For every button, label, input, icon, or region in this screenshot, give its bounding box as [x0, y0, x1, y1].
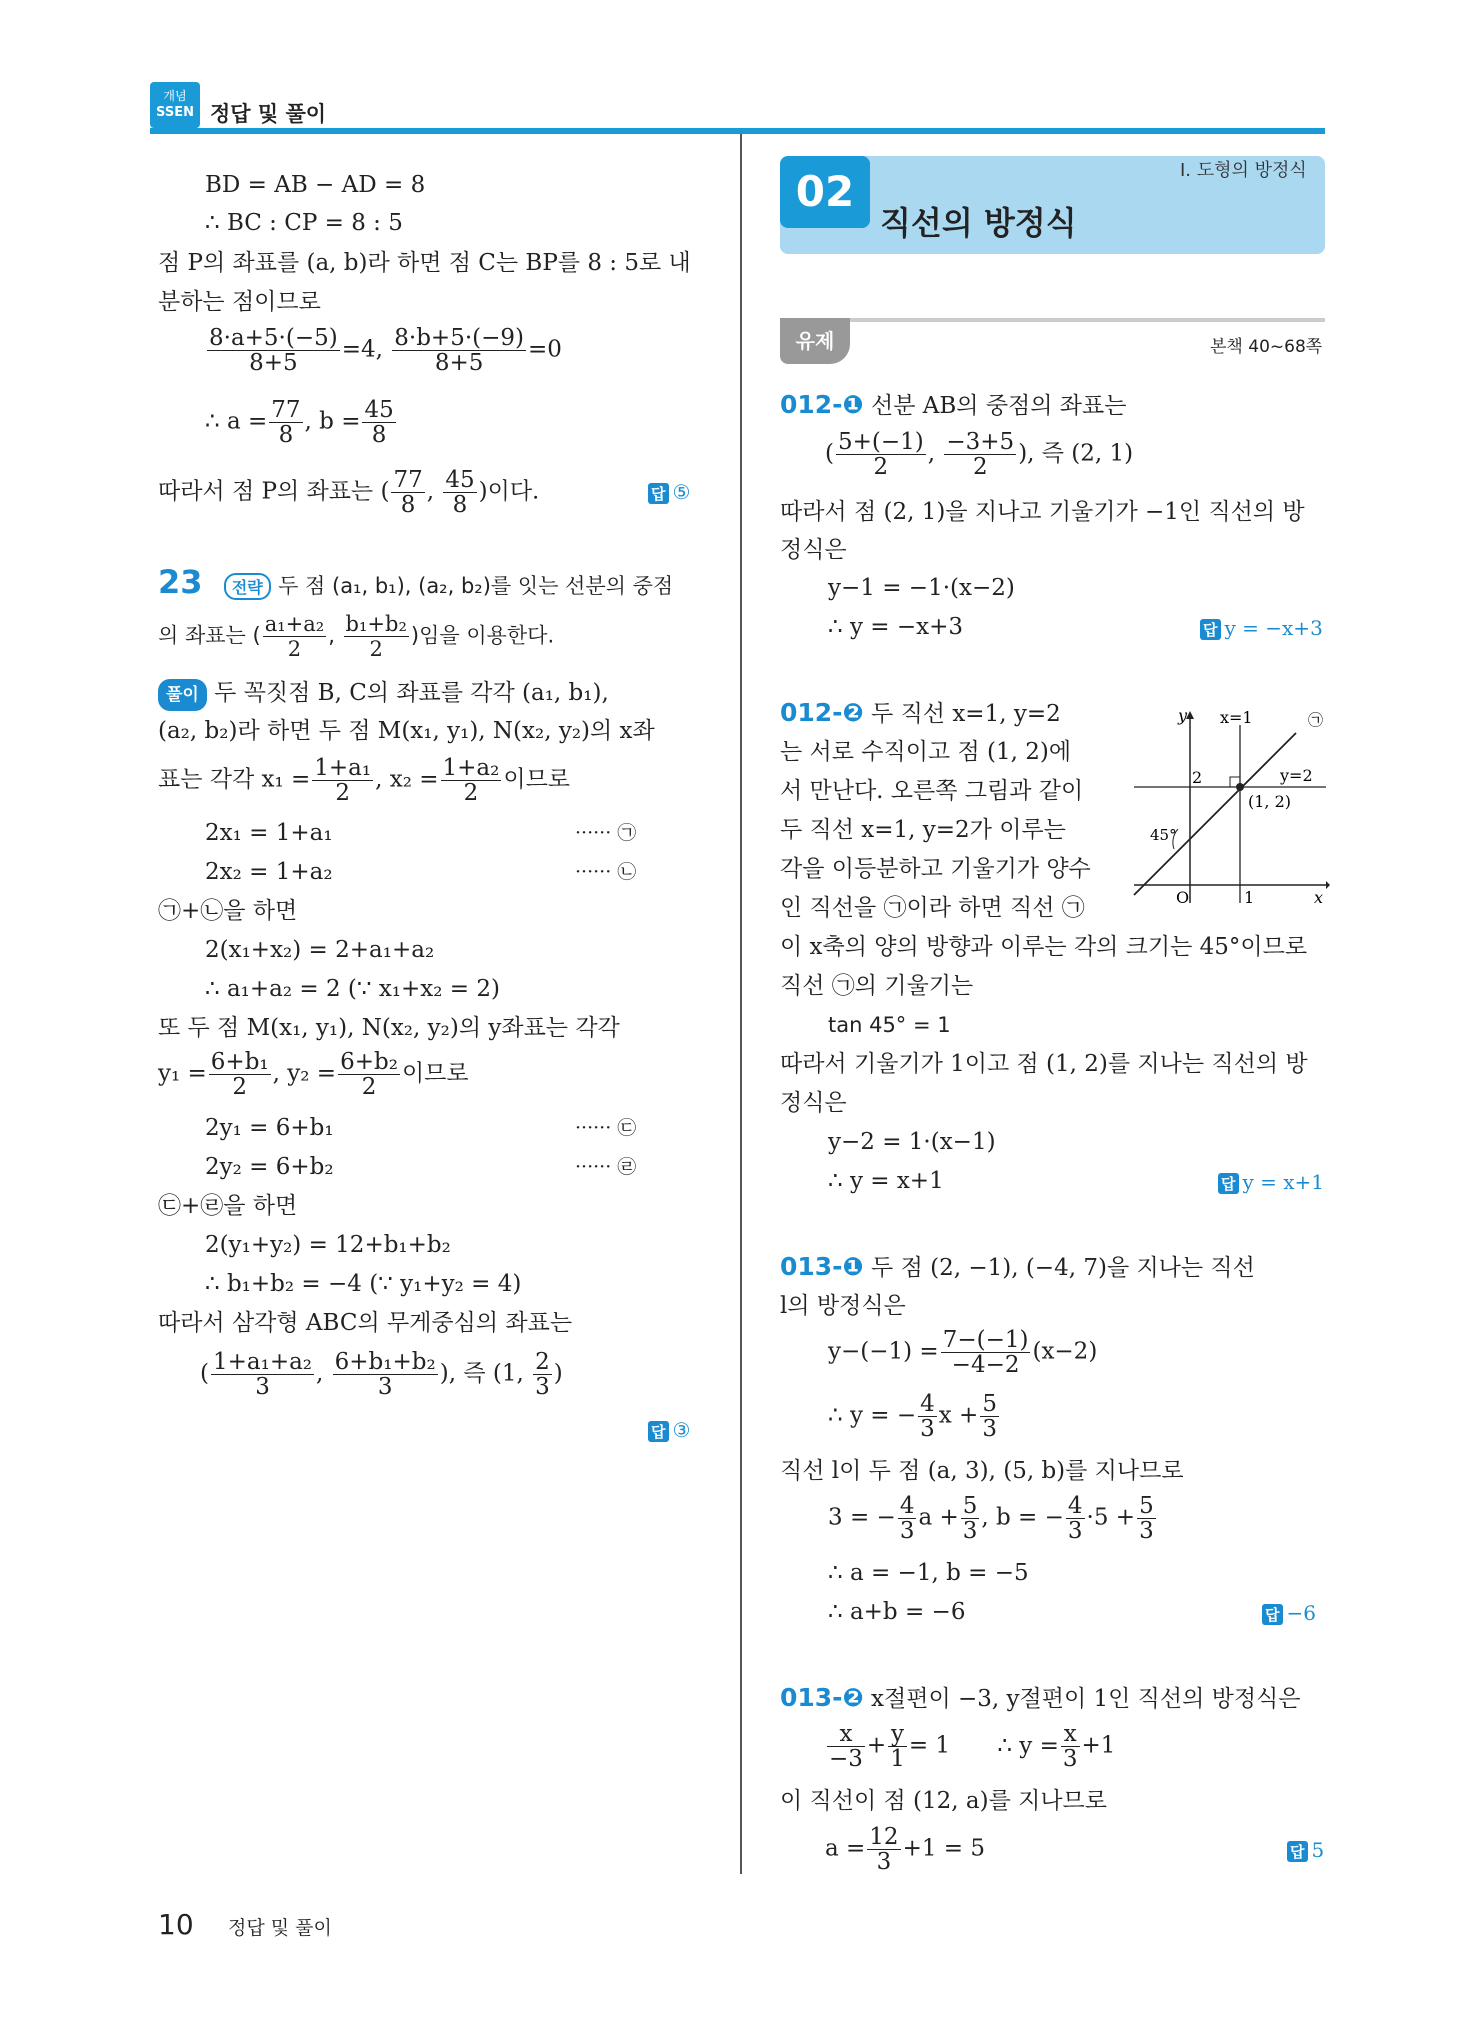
chapter-number: 02	[780, 156, 870, 228]
solution-line-9: ㉢+㉣을 하면	[158, 1193, 298, 1219]
eq-1: 2x₁ = 1+a₁	[205, 820, 333, 846]
line-x-label: x=1	[1220, 708, 1253, 727]
q013-2-answer: 답 5	[1287, 1838, 1324, 1862]
q013-1-line-5: 직선 l이 두 점 (a, 3), (5, b)를 지나므로	[780, 1458, 1184, 1484]
coordinate-graph	[1130, 705, 1330, 905]
section-label: 유제	[780, 318, 850, 364]
q012-2-line-3: 서 만난다. 오른쪽 그림과 같이	[780, 778, 1084, 804]
left-line-4: 분하는 점이므로	[158, 289, 321, 315]
q012-2-line-7: 이 x축의 양의 방향과 이루는 각의 크기는 45°이므로	[780, 934, 1308, 960]
eq-4: 2y₂ = 6+b₂	[205, 1154, 334, 1180]
q012-2-line-11: 정식은	[780, 1090, 847, 1116]
solution-badge: 풀이	[158, 679, 207, 711]
solution-line-4: ㉠+㉡을 하면	[158, 898, 298, 924]
footer-label: 정답 및 풀이	[228, 1917, 332, 1939]
eq-4-tag: ······ ㉣	[575, 1156, 637, 1178]
q013-1-line-3: y−(−1) = $\frac{7-(-1)}{-4-2}$ (x−2)	[828, 1327, 1098, 1378]
intersection-point	[1236, 783, 1244, 791]
column-divider	[740, 134, 742, 1874]
problem-23-strategy: 의 좌표는 ( $\frac{\text{a₁+a₂}}{2}$ , $\frac{\text{b₁+b₂}}{2}$ )임을 이용한다.	[158, 612, 555, 661]
q012-1-line-1: 012-❶ 선분 AB의 중점의 좌표는	[780, 390, 1127, 419]
q013-1-line-2: l의 방정식은	[780, 1293, 906, 1319]
solution-line-5: 2(x₁+x₂) = 2+a₁+a₂	[205, 937, 435, 963]
q013-1-answer: 답 −6	[1262, 1601, 1316, 1625]
left-line-3: 점 P의 좌표를 (a, b)라 하면 점 C는 BP를 8 : 5로 내	[158, 250, 691, 276]
q012-2-line-9: tan 45° = 1	[828, 1013, 951, 1037]
q013-1-line-4: ∴ y = − $\frac{4}{3}$ x + $\frac{5}{3}$	[828, 1391, 997, 1442]
eq-3-tag: ······ ㉢	[575, 1117, 637, 1139]
eq-1-tag: ······ ㉠	[575, 822, 637, 844]
tick-y-label: 2	[1192, 768, 1203, 787]
q012-2-answer: 답 y = x+1	[1218, 1170, 1324, 1194]
point-label: (1, 2)	[1248, 792, 1292, 811]
centroid-result: ( $\frac{\text{1+a₁+a₂}}{3}$ , $\frac{\text{6+b₁+b₂}}{3}$ ), 즉 (1, $\frac{2}{3}$ )	[200, 1349, 563, 1400]
eq-2: 2x₂ = 1+a₂	[205, 859, 333, 885]
solution-line-6: ∴ a₁+a₂ = 2 (∵ x₁+x₂ = 2)	[205, 976, 500, 1002]
solution-line-8: y₁ = $\frac{\text{6+b₁}}{2}$ , y₂ = $\frac{\text{6+b₂}}{2}$ 이므로	[158, 1049, 469, 1100]
left-eq-ab: ∴ a = $\frac{77}{8}$ , b = $\frac{45}{8}$	[205, 397, 394, 448]
section-reference: 본책 40~68쪽	[1210, 337, 1323, 357]
brand-logo: 개념 SSEN	[150, 82, 200, 128]
answer-2: 답 ③	[648, 1418, 690, 1442]
q012-2-line-5: 각을 이등분하고 기울기가 양수	[780, 856, 1091, 882]
solution-line-3: 표는 각각 x₁ = $\frac{\text{1+a₁}}{2}$ , x₂ = $\frac{\text{1+a₂}}{2}$ 이므로	[158, 755, 571, 806]
q012-2-line-1: 012-❷ 두 직선 x=1, y=2	[780, 698, 1061, 727]
left-conclusion: 따라서 점 P의 좌표는 ( $\frac{77}{8}$ , $\frac{45}{8}$ )이다.	[158, 467, 540, 518]
y-axis-label: y	[1178, 706, 1188, 725]
q013-2-line-4: a = $\frac{12}{3}$ +1 = 5	[825, 1824, 986, 1875]
q012-2-line-6: 인 직선을 ㉠이라 하면 직선 ㉠	[780, 895, 1085, 921]
solution-line-2: (a₂, b₂)라 하면 두 점 M(x₁, y₁), N(x₂, y₂)의 x좌	[158, 718, 655, 744]
chapter-subtitle: I. 도형의 방정식	[1180, 160, 1307, 181]
y-axis-arrow	[1186, 711, 1194, 719]
solution-line-11: ∴ b₁+b₂ = −4 (∵ y₁+y₂ = 4)	[205, 1271, 522, 1297]
strategy-badge: 전략	[224, 573, 271, 600]
circled-label: ㉠	[1308, 711, 1324, 729]
q012-2-line-2: 는 서로 수직이고 점 (1, 2)에	[780, 739, 1072, 765]
left-eq-ratio: $\frac{8\cdot a+5\cdot(-5)}{8+5}$ =4, $\frac{8\cdot b+5\cdot(-9)}{8+5}$ =0	[209, 325, 562, 376]
q012-1-line-3: 따라서 점 (2, 1)을 지나고 기울기가 −1인 직선의 방	[780, 499, 1305, 525]
angle-label: 45°	[1150, 826, 1177, 844]
q012-2-line-13: ∴ y = x+1	[828, 1168, 944, 1194]
left-line-2: ∴ BC : CP = 8 : 5	[205, 210, 403, 236]
chapter-title: 직선의 방정식	[880, 204, 1077, 242]
q012-2-line-10: 따라서 기울기가 1이고 점 (1, 2)를 지나는 직선의 방	[780, 1051, 1308, 1077]
x-axis-arrow	[1326, 881, 1330, 889]
q012-2-line-12: y−2 = 1·(x−1)	[828, 1129, 996, 1155]
q013-2-equation: $\frac{x}{-3}$ + $\frac{y}{1}$ = 1 ∴ y = $\frac{x}{3}$ +1	[829, 1721, 1116, 1772]
q013-1-line-8: ∴ a+b = −6	[828, 1599, 966, 1625]
origin-label: O	[1176, 888, 1190, 905]
page-number: 10	[158, 1908, 194, 1941]
q012-1-midpoint: ( $\frac{5+(-1)}{2}$ , $\frac{-3+5}{2}$ ), 즉 (2, 1)	[825, 429, 1134, 480]
q012-1-answer: 답 y = −x+3	[1200, 616, 1323, 640]
q012-1-line-6: ∴ y = −x+3	[828, 614, 963, 640]
bisector-line	[1134, 733, 1296, 895]
line-y-label: y=2	[1280, 766, 1313, 785]
q012-2-line-8: 직선 ㉠의 기울기는	[780, 973, 974, 999]
q013-1-line-7: ∴ a = −1, b = −5	[828, 1560, 1029, 1586]
solution-line-1: 풀이 두 꼭짓점 B, C의 좌표를 각각 (a₁, b₁),	[158, 678, 609, 711]
q013-2-line-3: 이 직선이 점 (12, a)를 지나므로	[780, 1788, 1107, 1814]
q012-1-line-4: 정식은	[780, 537, 847, 563]
solution-line-12: 따라서 삼각형 ABC의 무게중심의 좌표는	[158, 1310, 573, 1336]
tick-x-label: 1	[1244, 888, 1255, 905]
section-bar	[780, 318, 1325, 322]
q012-1-line-5: y−1 = −1·(x−2)	[828, 575, 1015, 601]
left-line-1: BD = AB − AD = 8	[205, 172, 426, 198]
header-title: 정답 및 풀이	[210, 102, 327, 126]
eq-2-tag: ······ ㉡	[575, 861, 637, 883]
q012-2-line-4: 두 직선 x=1, y=2가 이루는	[780, 817, 1066, 843]
x-axis-label: x	[1314, 888, 1324, 905]
header-rule	[150, 128, 1325, 134]
q013-1-line-1: 013-❶ 두 점 (2, −1), (−4, 7)을 지나는 직선	[780, 1252, 1255, 1281]
q013-2-line-1: 013-❷ x절편이 −3, y절편이 1인 직선의 방정식은	[780, 1683, 1301, 1712]
q013-1-line-6: 3 = − $\frac{4}{3}$ a + $\frac{5}{3}$ , b = − $\frac{4}{3}$ ·5 + $\frac{5}{3}$	[828, 1493, 1154, 1544]
eq-3: 2y₁ = 6+b₁	[205, 1115, 334, 1141]
solution-line-10: 2(y₁+y₂) = 12+b₁+b₂	[205, 1232, 451, 1258]
solution-line-7: 또 두 점 M(x₁, y₁), N(x₂, y₂)의 y좌표는 각각	[158, 1015, 620, 1041]
problem-23-header: 23 전략 두 점 (a₁, b₁), (a₂, b₂)를 잇는 선분의 중점	[158, 563, 674, 601]
answer-1: 답 ⑤	[648, 480, 690, 504]
